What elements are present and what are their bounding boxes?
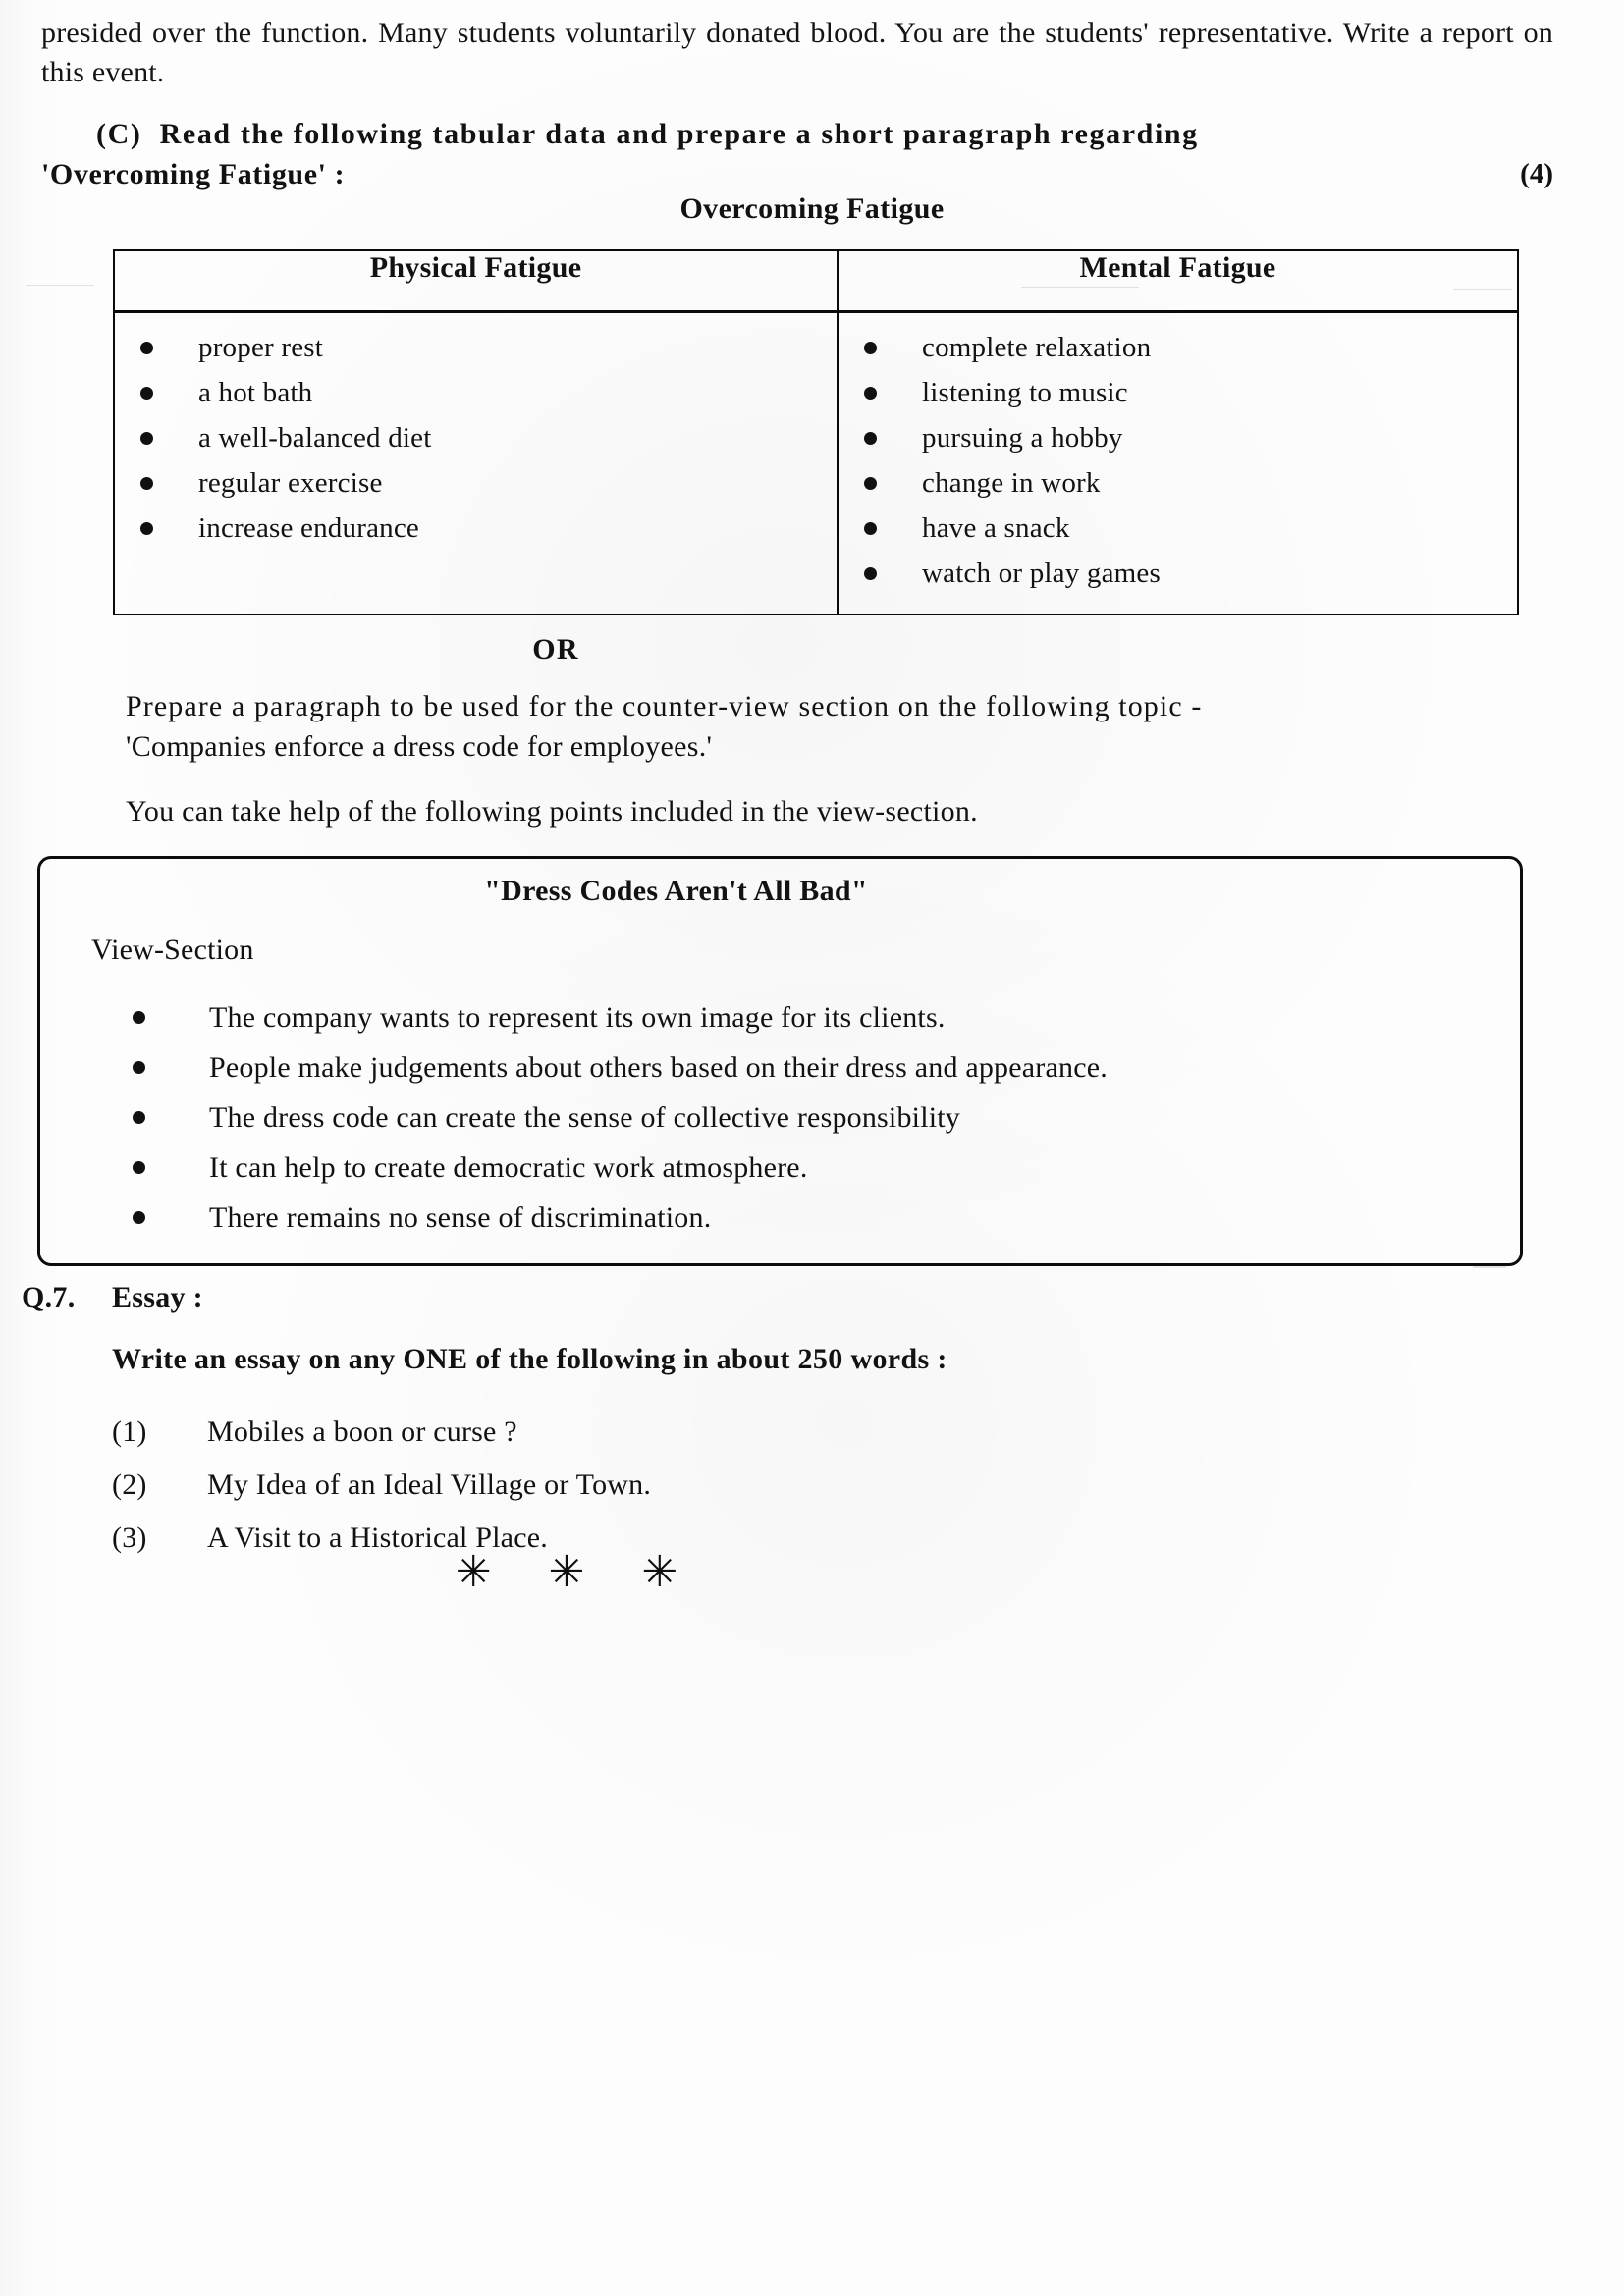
table-cell-mental [838,312,1518,615]
essay-instruction: Write an essay on any ONE of the following in about 250 words : [112,1343,947,1375]
list-item-label: change in work [922,466,1101,499]
list-item [91,992,1466,1042]
bullet-icon [133,1061,145,1074]
list-item [839,325,1517,370]
list-item-label: pursuing a hobby [922,421,1123,454]
marks-badge: (4) [1520,157,1553,189]
option-label: Mobiles a boon or curse ? [207,1415,517,1448]
view-section-box [37,856,1523,1266]
list-item-label: listening to music [922,376,1128,408]
or-separator: OR [532,633,579,666]
intro-paragraph-block [41,14,1553,92]
list-item-label: There remains no sense of discrimination. [209,1201,712,1234]
option-number: (2) [112,1468,147,1501]
list-item [112,1406,1192,1459]
table-header-mental: Mental Fatigue [838,250,1518,312]
instruction-topic: 'Overcoming Fatigue' : [41,157,346,190]
list-item [115,325,837,370]
help-note: You can take help of the following points included in the view-section. [126,795,978,828]
option-number: (3) [112,1522,147,1554]
bullet-icon [140,522,153,535]
list-item [839,551,1517,596]
bullet-icon [140,387,153,400]
list-item-label: a well-balanced diet [198,421,432,454]
list-item [91,1093,1466,1143]
list-item [91,1042,1466,1093]
list-item [112,1459,1192,1512]
counter-view-topic: 'Companies enforce a dress code for employees.' [126,729,713,763]
mental-fatigue-list [839,325,1517,596]
view-section-points-list [91,992,1466,1243]
instruction-block [41,114,1553,191]
physical-fatigue-list [115,325,837,551]
list-item [839,460,1517,506]
bullet-icon [133,1111,145,1124]
list-item [115,506,837,551]
overcoming-fatigue-table [113,249,1519,615]
table-title: Overcoming Fatigue [679,192,945,225]
table-cell-physical [114,312,838,615]
bullet-icon [133,1161,145,1174]
bullet-icon [140,342,153,354]
list-item-label: have a snack [922,511,1070,544]
list-item-label: watch or play games [922,557,1161,589]
option-number: (1) [112,1415,147,1448]
list-item-label: regular exercise [198,466,383,499]
list-item [115,370,837,415]
option-label: A Visit to a Historical Place. [207,1522,548,1554]
list-item [839,415,1517,460]
list-item-label: proper rest [198,331,324,363]
counter-view-instruction: Prepare a paragraph to be used for the counter-view section on the following topic - [126,690,1203,722]
list-item-label: The company wants to represent its own image for its clients. [209,1000,946,1034]
bullet-icon [140,432,153,445]
list-item-label: People make judgements about others based on their dress and appearance. [209,1050,1108,1084]
bullet-icon [864,567,877,580]
bullet-icon [133,1011,145,1024]
list-item [91,1193,1466,1243]
list-item-label: It can help to create democratic work atmosphere. [209,1150,808,1184]
bullet-icon [864,522,877,535]
intro-paragraph: presided over the function. Many students voluntarily donated blood. You are the students' representative. Write a report on this event. [41,17,1553,89]
view-section-title: "Dress Codes Aren't All Bad" [484,875,868,907]
table-header-row [114,250,1518,312]
bullet-icon [864,387,877,400]
table-body-row [114,312,1518,615]
list-item [115,460,837,506]
option-label: My Idea of an Ideal Village or Town. [207,1468,652,1501]
question-7-heading-row [22,1281,203,1314]
bullet-icon [864,432,877,445]
bullet-icon [864,477,877,490]
question-heading: Essay : [112,1281,203,1313]
list-item-label: The dress code can create the sense of collective responsibility [209,1100,960,1134]
counter-view-block [126,687,1520,768]
bullet-icon [864,342,877,354]
bullet-icon [140,477,153,490]
instruction-label: (C) [96,118,142,150]
instruction-line-2 [41,158,1553,191]
list-item [839,506,1517,551]
instruction-line-1 [41,114,1553,156]
list-item [839,370,1517,415]
list-item [91,1143,1466,1193]
question-number: Q.7. [22,1281,76,1313]
list-item-label: a hot bath [198,376,313,408]
list-item [115,415,837,460]
bullet-icon [133,1211,145,1224]
view-section-label: View-Section [91,934,254,966]
instruction-text: Read the following tabular data and prepare a short paragraph regarding [159,118,1199,150]
table-header-physical: Physical Fatigue [114,250,838,312]
list-item-label: complete relaxation [922,331,1152,363]
list-item-label: increase endurance [198,511,419,544]
essay-options-list [112,1406,1192,1565]
end-of-paper-ornament: ✳ ✳ ✳ [455,1547,700,1597]
